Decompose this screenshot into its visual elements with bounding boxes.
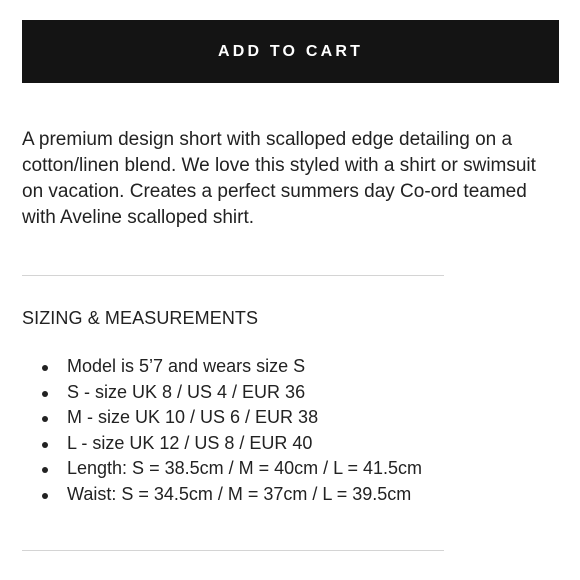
list-item <box>22 456 422 482</box>
sizing-list <box>22 354 422 508</box>
list-item <box>22 405 422 431</box>
list-item-text: Length: S = 38.5cm / M = 40cm / L = 41.5cm <box>67 458 423 479</box>
list-item-text: M - size UK 10 / US 6 / EUR 38 <box>67 407 319 428</box>
list-item <box>22 431 422 457</box>
list-item-text: Waist: S = 34.5cm / M = 37cm / L = 39.5cm <box>67 483 412 504</box>
product-description: A premium design short with scalloped edge detailing on a cotton/linen blend. We love this styled with a shirt or swimsuit on vacation. Creates a perfect summers day Co-ord teamed with Aveline scalloped shirt. <box>22 129 536 228</box>
list-item-text: Model is 5’7 and wears size S <box>67 356 306 376</box>
sizing-heading: SIZING & MEASUREMENTS <box>22 308 259 328</box>
divider <box>22 550 444 551</box>
list-item-text: S - size UK 8 / US 4 / EUR 36 <box>67 381 306 402</box>
bullet-icon <box>42 493 48 499</box>
bullet-icon <box>42 416 48 422</box>
bullet-icon <box>42 467 48 473</box>
list-item-text: L - size UK 12 / US 8 / EUR 40 <box>67 432 313 453</box>
bullet-icon <box>42 365 48 371</box>
bullet-icon <box>42 442 48 448</box>
divider <box>22 275 444 276</box>
list-item <box>22 354 422 380</box>
add-to-cart-button[interactable]: ADD TO CART <box>22 20 559 83</box>
list-item <box>22 380 422 406</box>
list-item <box>22 482 422 508</box>
bullet-icon <box>42 391 48 397</box>
